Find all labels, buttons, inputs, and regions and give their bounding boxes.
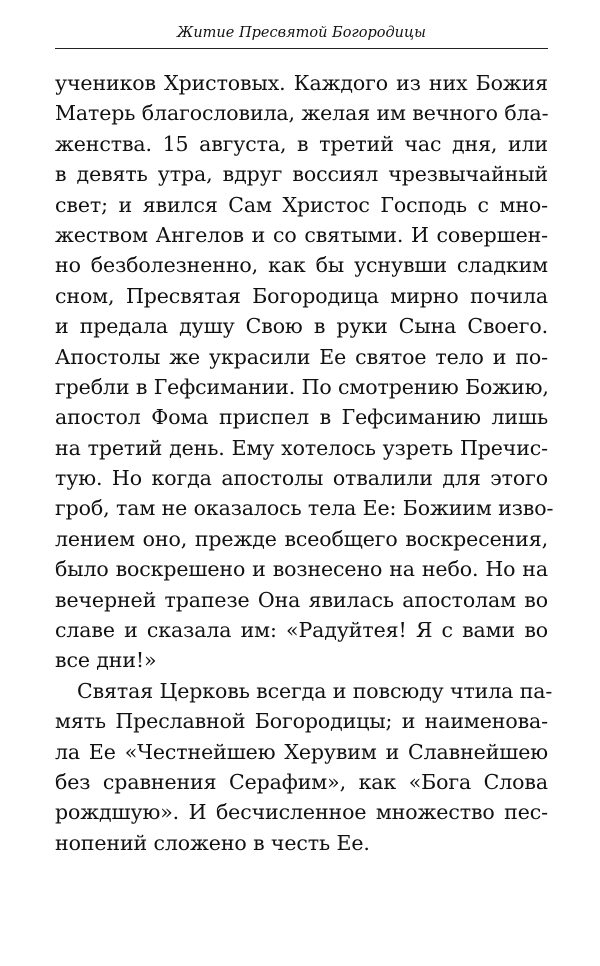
text-line: рождшую». И бесчисленное множество пес-	[55, 800, 548, 825]
text-line: все дни!»	[55, 648, 157, 673]
paragraph-2	[55, 676, 553, 858]
text-line: и предала душу Свою в руки Сына Своего.	[55, 314, 548, 339]
text-line: мять Преславной Богородицы; и наименова-	[55, 709, 548, 734]
text-line: в девять утра, вдруг воссиял чрезвычайный	[55, 162, 548, 187]
text-line: сном, Пресвятая Богородица мирно почила	[55, 283, 548, 308]
text-line: вечерней трапезе Она явилась апостолам во	[55, 587, 548, 612]
text-line: Матерь благословила, желая им вечного бла-	[55, 101, 549, 126]
text-line: гроб, там не оказалось тела Ее: Божиим изво-	[55, 496, 554, 521]
text-line: Апостолы же украсили Ее святое тело и по-	[55, 344, 548, 369]
header-rule	[55, 48, 548, 49]
text-line: апостол Фома приспел в Гефсиманию лишь	[55, 405, 548, 430]
text-line: лением оно, прежде всеобщего воскресения,	[55, 526, 548, 551]
text-line: славе и сказала им: «Радуйтея! Я с вами во	[55, 618, 548, 643]
running-header: Житие Пресвятой Богородицы	[177, 25, 426, 41]
text-line: жеством Ангелов и со святыми. И совершен-	[55, 222, 548, 247]
paragraph-1	[55, 68, 554, 676]
text-line: без сравнения Серафим», как «Бога Слова	[55, 769, 548, 794]
text-line: учеников Христовых. Каждого из них Божия	[55, 71, 548, 95]
text-line: женства. 15 августа, в третий час дня, или	[55, 131, 548, 156]
text-line: свет; и явился Сам Христос Господь с мно-	[55, 192, 548, 217]
text-line: было воскрешено и вознесено на небо. Но на	[55, 557, 548, 582]
text-line: на третий день. Ему хотелось узреть Пречис-	[55, 435, 548, 460]
text-line: ла Ее «Честнейшею Херувим и Славнейшею	[55, 739, 548, 764]
page-body	[55, 68, 554, 858]
text-line: Святая Церковь всегда и повсюду чтила па-	[77, 678, 553, 703]
text-line: нопений сложено в честь Ее.	[55, 830, 370, 855]
text-line: тую. Но когда апостолы отвалили для этого	[55, 466, 548, 491]
text-line: но безболезненно, как бы уснувши сладким	[55, 253, 548, 278]
text-line: гребли в Гефсимании. По смотрению Божию,	[55, 374, 549, 399]
